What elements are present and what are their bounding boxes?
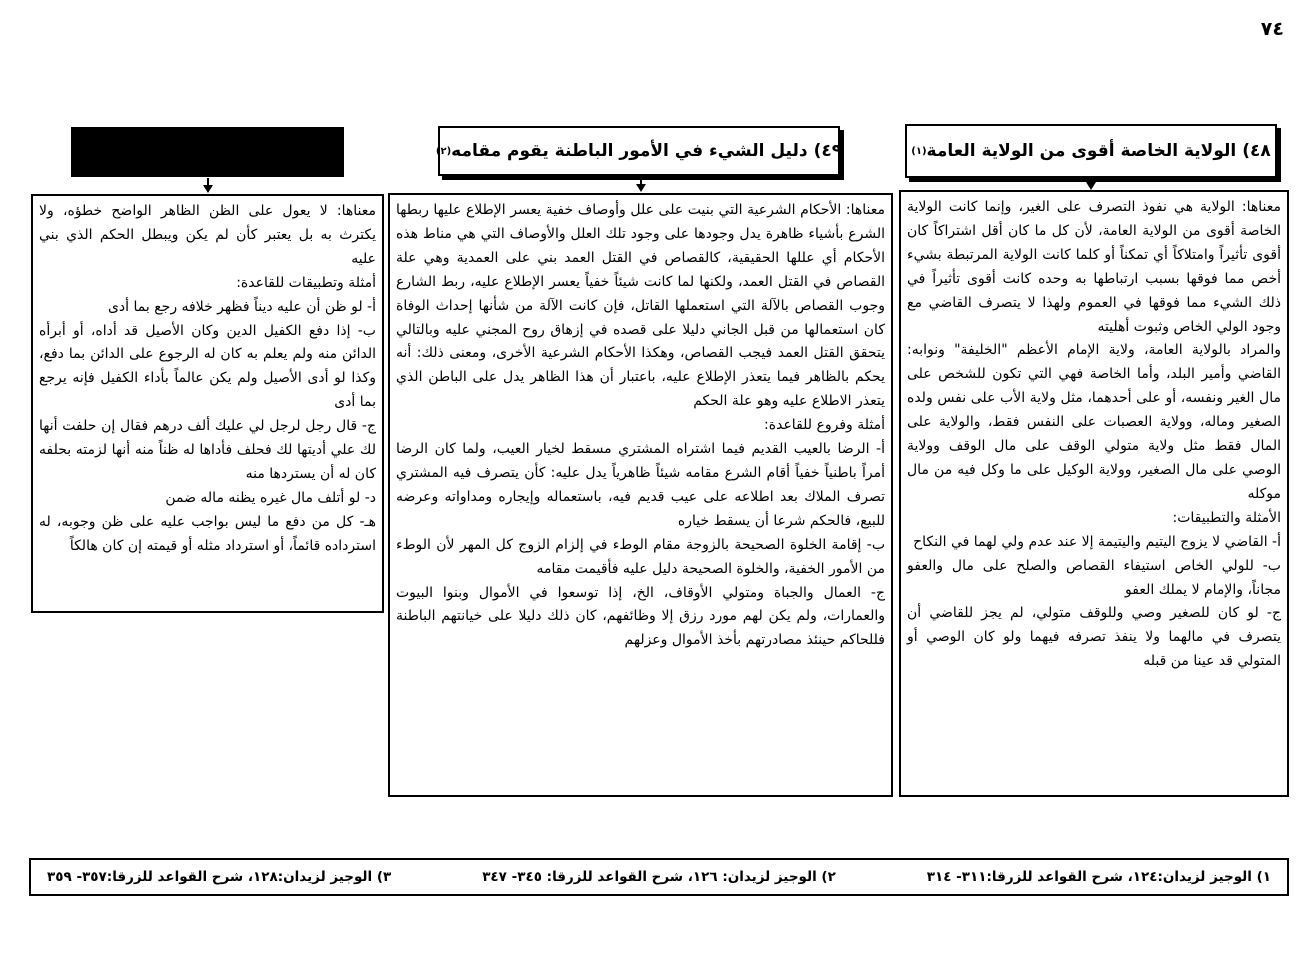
rule-50-example-a: أ- لو ظن أن عليه ديناً فظهر خلافه رجع بما أدى xyxy=(107,298,376,315)
rule-48-title: الولاية الخاصة أقوى من الولاية العامة xyxy=(926,141,1237,161)
rule-50-example-e: هـ- كل من دفع ما ليس بواجب عليه على ظن وجوبه، له استرداده قائماً، أو استرداد مثله أو قيمته إن كان هالكاً xyxy=(39,513,376,554)
rule-49-number: ٤٩) xyxy=(813,141,843,161)
rule-50-examples-heading: أمثلة وتطبيقات للقاعدة: xyxy=(236,274,376,291)
redacted-title-box xyxy=(71,127,344,177)
rule-48-definition: والمراد بالولاية العامة، ولاية الإمام الأعظم "الخليفة" ونوابه: القاضي وأمير البلد، وأما الخاصة فهي التي تكون للشخص على مال الغير ونفسه، أو على أحدهما، مثل ولاية الأب على نفس ولده الصغير وماله، وولاية العصبات على النفس فقط، والولاية على المال فقط مثل ولاية متولي الوقف على مال الوقف وولاية الوصي على مال الصغير، وولاية الوكيل على ما وكل فيه من مال موكله xyxy=(907,342,1281,502)
rule-48-examples-heading: الأمثلة والتطبيقات: xyxy=(1172,509,1281,526)
footnote-1: ١) الوجيز لزيدان:١٢٤، شرح القواعد للزرقا:٣١١- ٣١٤ xyxy=(926,869,1271,885)
rule-49-example-c: ج- العمال والجباة ومتولي الأوقاف، الخ، إذا توسعوا في الأموال وبنوا البيوت والعمارات، ولم يكن لهم مورد رزق إلا وظائفهم، كان ذلك دليلا على خيانتهم الباطنة فللحاكم حينئذ مصادرتهم بأخذ الأموال وعزلهم xyxy=(396,584,885,649)
rule-48-footnote-ref: (١) xyxy=(911,145,927,157)
rule-48-example-b: ب- للولي الخاص استيفاء القصاص والصلح على مال والعفو مجاناً، والإمام لا يملك العفو xyxy=(907,557,1281,598)
rule-49-example-a: أ- الرضا بالعيب القديم فيما اشتراه المشتري مسقط لخيار العيب، ولما كان الرضا أمراً باطنياً خفياً أقام الشرع مقامه شيئاً ظاهرياً يدل عليه: كأن يتصرف فيه المشتري تصرف الملاك بعد اطلاعه على عيب قديم فيه، باستعماله وإيجاره ومداواته وعرضه للبيع، فالحكم شرعا أن يسقط خياره xyxy=(396,441,885,529)
arrow-48-head xyxy=(1086,182,1096,190)
rule-48-example-c: ج- لو كان للصغير وصي وللوقف متولي، لم يجز للقاضي أن يتصرف في مالهما ولا ينفذ تصرفه فيهما ولو كان الوصي أو المتولي قد عينا من قبله xyxy=(907,605,1281,670)
footnote-2: ٢) الوجيز لزيدان: ١٢٦، شرح القواعد للزرقا: ٣٤٥- ٣٤٧ xyxy=(482,869,836,885)
rule-49-examples-heading: أمثلة وفروع للقاعدة: xyxy=(764,417,885,434)
rule-49-example-b: ب- إقامة الخلوة الصحيحة بالزوجة مقام الوطء في إلزام الزوج كل المهر لأن الوطء من الأمور الخفية، والخلوة الصحيحة دليل عليه فأقيمت مقامه xyxy=(396,536,885,577)
arrow-49-head xyxy=(636,184,646,192)
rule-50-example-d: د- لو أتلف مال غيره يظنه ماله ضمن xyxy=(165,489,376,506)
rule-49-meaning: معناها: الأحكام الشرعية التي بنيت على علل وأوصاف خفية يعسر الإطلاع عليها ربطها الشرع بأشياء ظاهرة يدل وجودها على وجود تلك العلل والأوصاف التي هي مناط هذه الأحكام أي عللها الحقيقية، كالقصاص في القتل العمد بني على العمدية وهي علة القصاص في القتل العمد، ولكنها لما كانت شيئاً خفياً يعسر الإطلاع عليه، ربط الشارع وجوب القصاص بالآلة التي استعملها القاتل، فإن كانت الآلة من شأنها إحداث الوفاة كان استعمالها من قبل الجاني دليلا على قصده في إزهاق روح المجني عليه وبالتالي يتحقق القتل العمد فيجب القصاص، وهكذا الأحكام الشرعية الأخرى، ومعنى ذلك: أنه يحكم بالظاهر فيما يتعذر الإطلاع عليه، باعتبار أن هذا الظاهر يدل على الباطن الذي يتعذر الاطلاع عليه وهو علة الحكم xyxy=(396,202,885,410)
footnotes-box xyxy=(29,858,1289,896)
rule-48-example-a: أ- القاضي لا يزوج اليتيم واليتيمة إلا عند عدم ولي لهما في النكاح xyxy=(913,533,1281,550)
arrow-50-head xyxy=(203,185,213,193)
rule-48-meaning: معناها: الولاية هي نفوذ التصرف على الغير، وإنما كانت الولاية الخاصة أقوى من الولاية العامة، لأن كل ما كان أقل اشتراكاً كان أقوى تأثيراً وامتلاكاً أي تمكناً أو كلما كانت الولاية المرتبطة بشيء أخص مما فوقها بسبب ارتباطها به وحده كانت أقوى تأثيراً في ذلك الشيء مما فوقها في العموم ولهذا لا يتصرف القاضي مع وجود الولي الخاص وثبوت أهليته xyxy=(907,199,1281,335)
page-number: ٧٤ xyxy=(1260,18,1284,40)
rule-50-text-box xyxy=(31,194,384,613)
rule-49-title: دليل الشيء في الأمور الباطنة يقوم مقامه xyxy=(451,141,808,161)
rule-48-text-box xyxy=(899,190,1289,797)
rule-48-title-box xyxy=(905,124,1277,178)
footnote-3: ٣) الوجيز لزيدان:١٢٨، شرح القواعد للزرقا:٣٥٧- ٣٥٩ xyxy=(47,869,392,885)
rule-49-text-box xyxy=(388,193,893,797)
rule-50-example-c: ج- قال رجل لرجل لي عليك ألف درهم فقال إن حلفت أنها لك علي أديتها لك فحلف فأداها له ظناً منه أنها لزمته بحلفه كان له أن يستردها منه xyxy=(39,418,376,482)
rule-50-meaning: معناها: لا يعول على الظن الظاهر الواضح خطؤه، ولا يكترث به بل يعتبر كأن لم يكن ويبطل الحكم الذي بني عليه xyxy=(39,203,376,267)
rule-49-title-box xyxy=(435,126,843,176)
rule-49-footnote-ref: (٢) xyxy=(435,145,452,157)
rule-48-number: ٤٨) xyxy=(1242,141,1271,161)
rule-50-example-b: ب- إذا دفع الكفيل الدين وكان الأصيل قد أداه، أو أبرأه الدائن منه ولم يعلم به كان له الرجوع على الدائن بما دفع، وكذا لو أدى الأصيل ولم يكن عالماً بأداء الكفيل فإنه يرجع بما أدى xyxy=(39,322,376,411)
